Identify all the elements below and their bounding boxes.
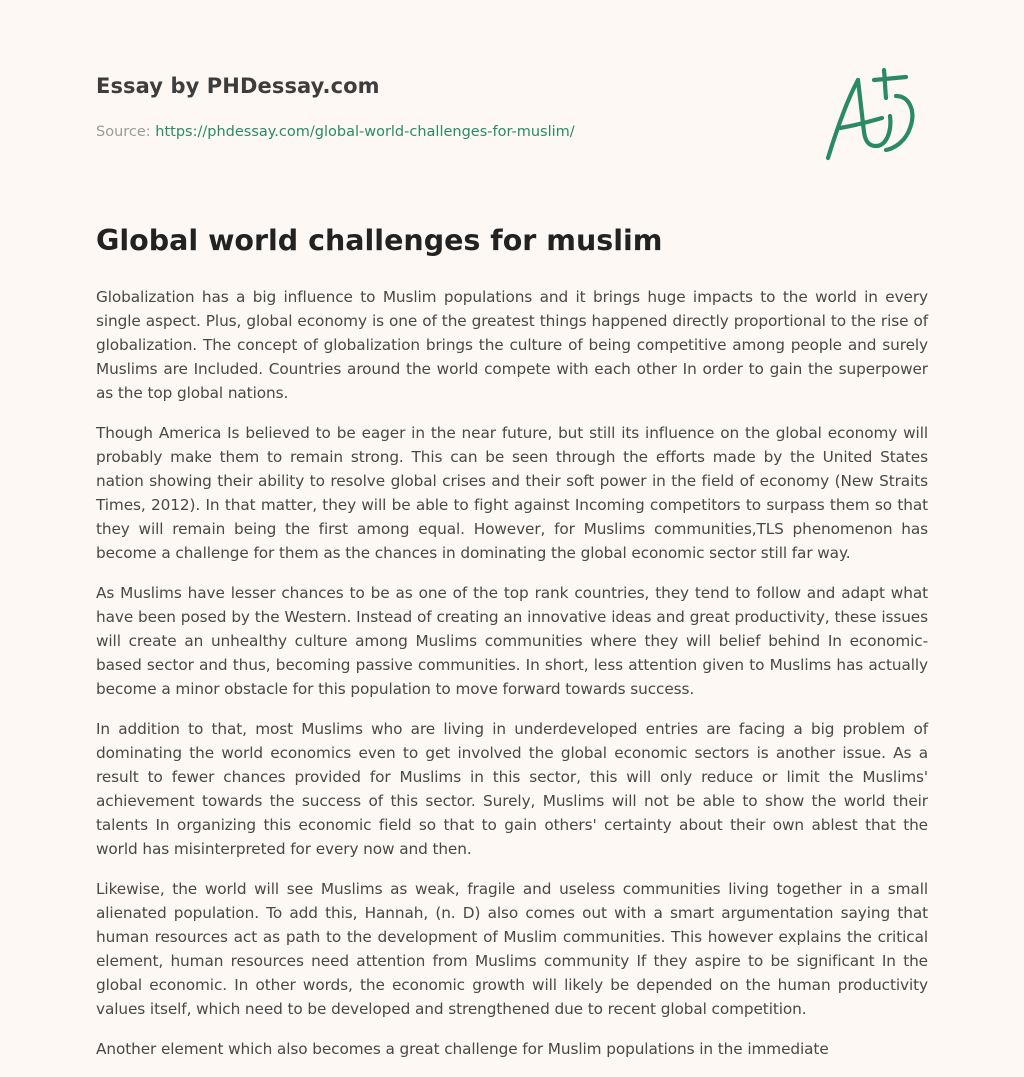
essay-paragraph: In addition to that, most Muslims who are living in underdeveloped entries are facing a big problem of dominating the world economics even to get involved the global economic sectors is another issue. As a result to fewer chances provided for Muslims in this sector, this will only reduce or limit the Muslims' achievement towards the success of this sector. Surely, Muslims will not be able to show the world their talents In organizing this economic field so that to gain others' certainty about their own ablest that the world has misinterpreted for every now and then.: [96, 720, 928, 858]
essay-paragraph: As Muslims have lesser chances to be as one of the top rank countries, they tend to follow and adapt what have been posed by the Western. Instead of creating an innovative ideas and great productivity, these issues will create an unhealthy culture among Muslims communities where they will belief behind In economic- based sector and thus, becoming passive communities. In short, less attention given to Muslims has actually become a minor obstacle for this population to move forward towards success.: [96, 584, 928, 698]
a-plus-logo-icon: [824, 66, 928, 166]
essay-paragraph: Likewise, the world will see Muslims as weak, fragile and useless communities living together in a small alienated population. To add this, Hannah, (n. D) also comes out with a smart argumentation saying that human resources act as path to the development of Muslim communities. This however explains the critical element, human resources need attention from Muslims community If they aspire to be significant In the global economic. In other words, the economic growth will likely be depended on the human productivity values itself, which need to be developed and strengthened due to recent global competition.: [96, 880, 928, 1018]
essay-paragraph: Though America Is believed to be eager in the near future, but still its influence on the global economy will probably make them to remain strong. This can be seen through the efforts made by the United States nation showing their ability to resolve global crises and their soft power in the field of economy (New Straits Times, 2012). In that matter, they will be able to fight against Incoming competitors to surpass them so that they will remain being the first among equal. However, for Muslims communities,TLS phenomenon has become a challenge for them as the chances in dominating the global economic sector still far way.: [96, 424, 928, 562]
essay-body: [96, 285, 928, 1077]
essay-page: [96, 0, 928, 1076]
source-link[interactable]: https://phdessay.com/global-world-challenges-for-muslim/: [155, 124, 575, 140]
site-brand: Essay by PHDessay.com: [96, 74, 380, 98]
essay-paragraph: Another element which also becomes a great challenge for Muslim populations in the immediate: [96, 1040, 829, 1058]
essay-paragraph: Globalization has a big influence to Muslim populations and it brings huge impacts to the world in every single aspect. Plus, global economy is one of the greatest things happened directly proportional to the rise of globalization. The concept of globalization brings the culture of being competitive among people and surely Muslims are Included. Countries around the world compete with each other In order to gain the superpower as the top global nations.: [96, 288, 928, 402]
essay-title: Global world challenges for muslim: [96, 224, 663, 257]
source-label: Source:: [96, 124, 156, 140]
source-line: [96, 124, 575, 140]
